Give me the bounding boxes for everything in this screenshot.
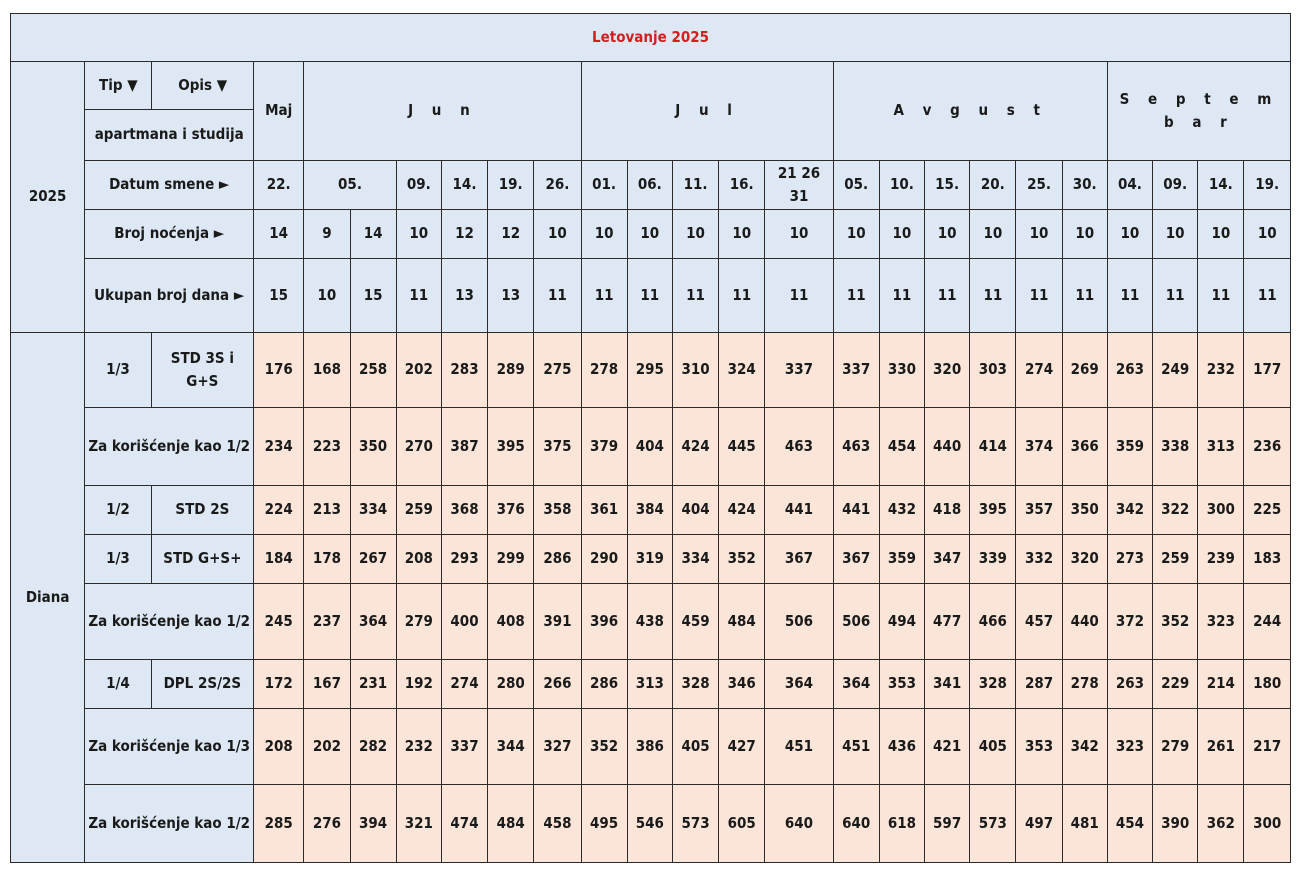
price-cell: 279: [1153, 709, 1198, 785]
price-cell: 404: [672, 486, 718, 535]
price-cell: 232: [396, 709, 441, 785]
price-cell: 327: [534, 709, 581, 785]
price-cell: 299: [488, 535, 534, 584]
price-cell: 454: [1107, 785, 1152, 863]
days-cell: 11: [1107, 259, 1152, 333]
room-opis: STD 2S: [151, 486, 253, 535]
price-cell: 249: [1153, 333, 1198, 408]
price-cell: 364: [350, 584, 396, 660]
price-cell: 273: [1107, 535, 1152, 584]
price-cell: 390: [1153, 785, 1198, 863]
price-cell: 278: [581, 333, 627, 408]
days-cell: 11: [833, 259, 879, 333]
price-cell: 320: [925, 333, 970, 408]
price-cell: 438: [627, 584, 672, 660]
price-cell: 266: [534, 660, 581, 709]
price-cell: 432: [879, 486, 924, 535]
days-cell: 13: [488, 259, 534, 333]
price-cell: 289: [488, 333, 534, 408]
price-cell: 421: [925, 709, 970, 785]
nights-cell: 10: [534, 210, 581, 259]
date-cell: 10.: [879, 161, 924, 210]
room-tip: 1/3: [85, 333, 151, 408]
date-cell: 09.: [1153, 161, 1198, 210]
nights-cell: 10: [925, 210, 970, 259]
date-cell: 21 26 31: [765, 161, 833, 210]
days-cell: 11: [879, 259, 924, 333]
days-cell: 11: [719, 259, 765, 333]
tip-header[interactable]: Tip ▼: [85, 62, 152, 109]
price-cell: 366: [1062, 408, 1107, 486]
price-cell: 283: [441, 333, 487, 408]
date-cell: 04.: [1107, 161, 1152, 210]
nights-cell: 10: [1198, 210, 1244, 259]
month-header: J u n: [304, 62, 581, 161]
days-cell: 10: [304, 259, 350, 333]
price-cell: 263: [1107, 333, 1152, 408]
nights-cell: 10: [1016, 210, 1062, 259]
price-cell: 379: [581, 408, 627, 486]
price-cell: 267: [350, 535, 396, 584]
month-header: J u l: [581, 62, 833, 161]
nights-cell: 14: [254, 210, 304, 259]
nights-cell: 10: [1244, 210, 1291, 259]
price-cell: 300: [1198, 486, 1244, 535]
price-cell: 441: [833, 486, 879, 535]
price-cell: 374: [1016, 408, 1062, 486]
days-cell: 11: [627, 259, 672, 333]
price-cell: 506: [833, 584, 879, 660]
nights-cell: 10: [765, 210, 833, 259]
price-cell: 321: [396, 785, 441, 863]
price-cell: 386: [627, 709, 672, 785]
price-cell: 290: [581, 535, 627, 584]
price-cell: 183: [1244, 535, 1291, 584]
price-cell: 180: [1244, 660, 1291, 709]
price-cell: 341: [925, 660, 970, 709]
price-cell: 342: [1107, 486, 1152, 535]
nights-cell: 12: [488, 210, 534, 259]
price-cell: 229: [1153, 660, 1198, 709]
price-cell: 177: [1244, 333, 1291, 408]
price-cell: 364: [833, 660, 879, 709]
days-cell: 11: [1198, 259, 1244, 333]
days-cell: 11: [534, 259, 581, 333]
price-cell: 172: [254, 660, 304, 709]
datum-smene-label: Datum smene ►: [85, 161, 254, 210]
price-cell: 436: [879, 709, 924, 785]
price-cell: 395: [488, 408, 534, 486]
price-cell: 375: [534, 408, 581, 486]
price-cell: 322: [1153, 486, 1198, 535]
usage-description: Za korišćenje kao 1/2: [85, 785, 254, 863]
nights-cell: 10: [1062, 210, 1107, 259]
price-cell: 338: [1153, 408, 1198, 486]
price-cell: 495: [581, 785, 627, 863]
price-cell: 319: [627, 535, 672, 584]
usage-description: Za korišćenje kao 1/2: [85, 408, 254, 486]
days-cell: 11: [925, 259, 970, 333]
price-cell: 352: [719, 535, 765, 584]
price-cell: 573: [672, 785, 718, 863]
price-cell: 458: [534, 785, 581, 863]
price-cell: 405: [672, 709, 718, 785]
broj-nocenja-label: Broj noćenja ►: [85, 210, 254, 259]
date-cell: 22.: [254, 161, 304, 210]
price-cell: 208: [396, 535, 441, 584]
date-cell: 06.: [627, 161, 672, 210]
price-cell: 261: [1198, 709, 1244, 785]
days-cell: 11: [1062, 259, 1107, 333]
price-cell: 451: [765, 709, 833, 785]
price-cell: 597: [925, 785, 970, 863]
nights-cell: 10: [627, 210, 672, 259]
room-opis: STD G+S+: [151, 535, 253, 584]
price-cell: 376: [488, 486, 534, 535]
price-cell: 313: [1198, 408, 1244, 486]
price-cell: 328: [672, 660, 718, 709]
price-cell: 441: [765, 486, 833, 535]
date-cell: 26.: [534, 161, 581, 210]
days-cell: 11: [1016, 259, 1062, 333]
price-cell: 286: [581, 660, 627, 709]
price-cell: 310: [672, 333, 718, 408]
opis-header[interactable]: Opis ▼: [178, 75, 228, 94]
price-cell: 328: [970, 660, 1016, 709]
price-cell: 337: [833, 333, 879, 408]
price-cell: 367: [833, 535, 879, 584]
price-cell: 244: [1244, 584, 1291, 660]
price-cell: 259: [396, 486, 441, 535]
date-cell: 30.: [1062, 161, 1107, 210]
price-cell: 279: [396, 584, 441, 660]
price-cell: 232: [1198, 333, 1244, 408]
price-cell: 286: [534, 535, 581, 584]
price-cell: 213: [304, 486, 350, 535]
days-cell: 11: [581, 259, 627, 333]
nights-cell: 10: [581, 210, 627, 259]
price-cell: 459: [672, 584, 718, 660]
price-cell: 192: [396, 660, 441, 709]
price-cell: 178: [304, 535, 350, 584]
nights-cell: 10: [672, 210, 718, 259]
room-tip: 1/4: [85, 660, 151, 709]
price-cell: 217: [1244, 709, 1291, 785]
nights-cell: 10: [970, 210, 1016, 259]
price-cell: 361: [581, 486, 627, 535]
price-cell: 352: [581, 709, 627, 785]
price-cell: 330: [879, 333, 924, 408]
month-header: S e p t e m b a r: [1107, 62, 1290, 161]
date-cell: 09.: [396, 161, 441, 210]
price-cell: 168: [304, 333, 350, 408]
price-cell: 342: [1062, 709, 1107, 785]
price-cell: 358: [534, 486, 581, 535]
price-cell: 364: [765, 660, 833, 709]
price-cell: 396: [581, 584, 627, 660]
price-cell: 372: [1107, 584, 1152, 660]
price-cell: 618: [879, 785, 924, 863]
price-cell: 400: [441, 584, 487, 660]
nights-cell: 9: [304, 210, 350, 259]
price-cell: 245: [254, 584, 304, 660]
price-table: [10, 13, 1291, 863]
tip-opis-header: [85, 62, 254, 161]
hotel-name: Diana: [11, 333, 85, 863]
price-cell: 497: [1016, 785, 1062, 863]
price-cell: 440: [1062, 584, 1107, 660]
price-cell: 287: [1016, 660, 1062, 709]
price-cell: 451: [833, 709, 879, 785]
price-cell: 484: [488, 785, 534, 863]
price-cell: 359: [1107, 408, 1152, 486]
date-cell: 01.: [581, 161, 627, 210]
date-cell: 19.: [1244, 161, 1291, 210]
days-cell: 11: [765, 259, 833, 333]
nights-cell: 10: [879, 210, 924, 259]
price-cell: 224: [254, 486, 304, 535]
price-cell: 324: [719, 333, 765, 408]
price-cell: 481: [1062, 785, 1107, 863]
price-cell: 353: [879, 660, 924, 709]
price-cell: 239: [1198, 535, 1244, 584]
price-cell: 285: [254, 785, 304, 863]
date-cell: 20.: [970, 161, 1016, 210]
table-title: Letovanje 2025: [11, 14, 1291, 62]
date-cell: 05.: [304, 161, 396, 210]
days-cell: 13: [441, 259, 487, 333]
price-cell: 214: [1198, 660, 1244, 709]
price-cell: 339: [970, 535, 1016, 584]
price-cell: 350: [1062, 486, 1107, 535]
price-cell: 362: [1198, 785, 1244, 863]
price-cell: 276: [304, 785, 350, 863]
price-cell: 457: [1016, 584, 1062, 660]
price-cell: 367: [765, 535, 833, 584]
room-tip: 1/3: [85, 535, 151, 584]
date-cell: 15.: [925, 161, 970, 210]
price-cell: 269: [1062, 333, 1107, 408]
price-cell: 202: [396, 333, 441, 408]
price-cell: 404: [627, 408, 672, 486]
price-cell: 408: [488, 584, 534, 660]
price-cell: 477: [925, 584, 970, 660]
price-cell: 357: [1016, 486, 1062, 535]
price-cell: 263: [1107, 660, 1152, 709]
date-cell: 16.: [719, 161, 765, 210]
year-cell: 2025: [11, 62, 85, 333]
price-cell: 167: [304, 660, 350, 709]
nights-cell: 10: [1107, 210, 1152, 259]
date-cell: 05.: [833, 161, 879, 210]
price-cell: 334: [350, 486, 396, 535]
price-cell: 384: [627, 486, 672, 535]
price-cell: 270: [396, 408, 441, 486]
price-cell: 236: [1244, 408, 1291, 486]
date-cell: 25.: [1016, 161, 1062, 210]
price-cell: 484: [719, 584, 765, 660]
price-cell: 274: [441, 660, 487, 709]
price-cell: 353: [1016, 709, 1062, 785]
ukupan-broj-dana-label: Ukupan broj dana ►: [85, 259, 254, 333]
price-cell: 176: [254, 333, 304, 408]
days-cell: 15: [254, 259, 304, 333]
price-cell: 344: [488, 709, 534, 785]
price-cell: 350: [350, 408, 396, 486]
price-cell: 202: [304, 709, 350, 785]
price-cell: 466: [970, 584, 1016, 660]
days-cell: 15: [350, 259, 396, 333]
price-cell: 440: [925, 408, 970, 486]
days-cell: 11: [970, 259, 1016, 333]
days-cell: 11: [1153, 259, 1198, 333]
nights-cell: 10: [396, 210, 441, 259]
room-opis: DPL 2S/2S: [151, 660, 253, 709]
price-cell: 640: [833, 785, 879, 863]
nights-cell: 14: [350, 210, 396, 259]
price-cell: 445: [719, 408, 765, 486]
date-cell: 14.: [1198, 161, 1244, 210]
price-cell: 259: [1153, 535, 1198, 584]
price-cell: 405: [970, 709, 1016, 785]
price-cell: 223: [304, 408, 350, 486]
price-cell: 332: [1016, 535, 1062, 584]
price-cell: 424: [672, 408, 718, 486]
price-cell: 275: [534, 333, 581, 408]
price-cell: 282: [350, 709, 396, 785]
nights-cell: 10: [719, 210, 765, 259]
price-cell: 337: [441, 709, 487, 785]
price-cell: 323: [1107, 709, 1152, 785]
nights-cell: 10: [833, 210, 879, 259]
price-cell: 418: [925, 486, 970, 535]
price-cell: 573: [970, 785, 1016, 863]
price-cell: 546: [627, 785, 672, 863]
room-opis: STD 3S i G+S: [151, 333, 253, 408]
price-cell: 506: [765, 584, 833, 660]
price-cell: 320: [1062, 535, 1107, 584]
price-cell: 494: [879, 584, 924, 660]
price-cell: 395: [970, 486, 1016, 535]
price-cell: 313: [627, 660, 672, 709]
date-cell: 19.: [488, 161, 534, 210]
price-cell: 184: [254, 535, 304, 584]
usage-description: Za korišćenje kao 1/3: [85, 709, 254, 785]
price-cell: 414: [970, 408, 1016, 486]
price-cell: 280: [488, 660, 534, 709]
price-cell: 300: [1244, 785, 1291, 863]
days-cell: 11: [396, 259, 441, 333]
price-cell: 231: [350, 660, 396, 709]
nights-cell: 10: [1153, 210, 1198, 259]
apartment-type-label: apartmana i studija: [94, 125, 244, 144]
price-cell: 258: [350, 333, 396, 408]
price-cell: 347: [925, 535, 970, 584]
price-cell: 225: [1244, 486, 1291, 535]
price-cell: 274: [1016, 333, 1062, 408]
price-cell: 293: [441, 535, 487, 584]
date-cell: 14.: [441, 161, 487, 210]
price-cell: 427: [719, 709, 765, 785]
price-cell: 352: [1153, 584, 1198, 660]
price-cell: 303: [970, 333, 1016, 408]
price-cell: 640: [765, 785, 833, 863]
price-cell: 323: [1198, 584, 1244, 660]
price-cell: 208: [254, 709, 304, 785]
price-cell: 387: [441, 408, 487, 486]
room-tip: 1/2: [85, 486, 151, 535]
price-cell: 474: [441, 785, 487, 863]
days-cell: 11: [1244, 259, 1291, 333]
price-cell: 334: [672, 535, 718, 584]
price-cell: 368: [441, 486, 487, 535]
month-header: A v g u s t: [833, 62, 1107, 161]
price-cell: 346: [719, 660, 765, 709]
price-cell: 424: [719, 486, 765, 535]
price-cell: 234: [254, 408, 304, 486]
price-cell: 454: [879, 408, 924, 486]
month-header: Maj: [254, 62, 304, 161]
price-cell: 394: [350, 785, 396, 863]
price-cell: 337: [765, 333, 833, 408]
price-cell: 463: [765, 408, 833, 486]
price-cell: 278: [1062, 660, 1107, 709]
price-cell: 237: [304, 584, 350, 660]
days-cell: 11: [672, 259, 718, 333]
price-cell: 605: [719, 785, 765, 863]
usage-description: Za korišćenje kao 1/2: [85, 584, 254, 660]
price-cell: 463: [833, 408, 879, 486]
price-cell: 391: [534, 584, 581, 660]
nights-cell: 12: [441, 210, 487, 259]
price-cell: 359: [879, 535, 924, 584]
price-cell: 295: [627, 333, 672, 408]
date-cell: 11.: [672, 161, 718, 210]
